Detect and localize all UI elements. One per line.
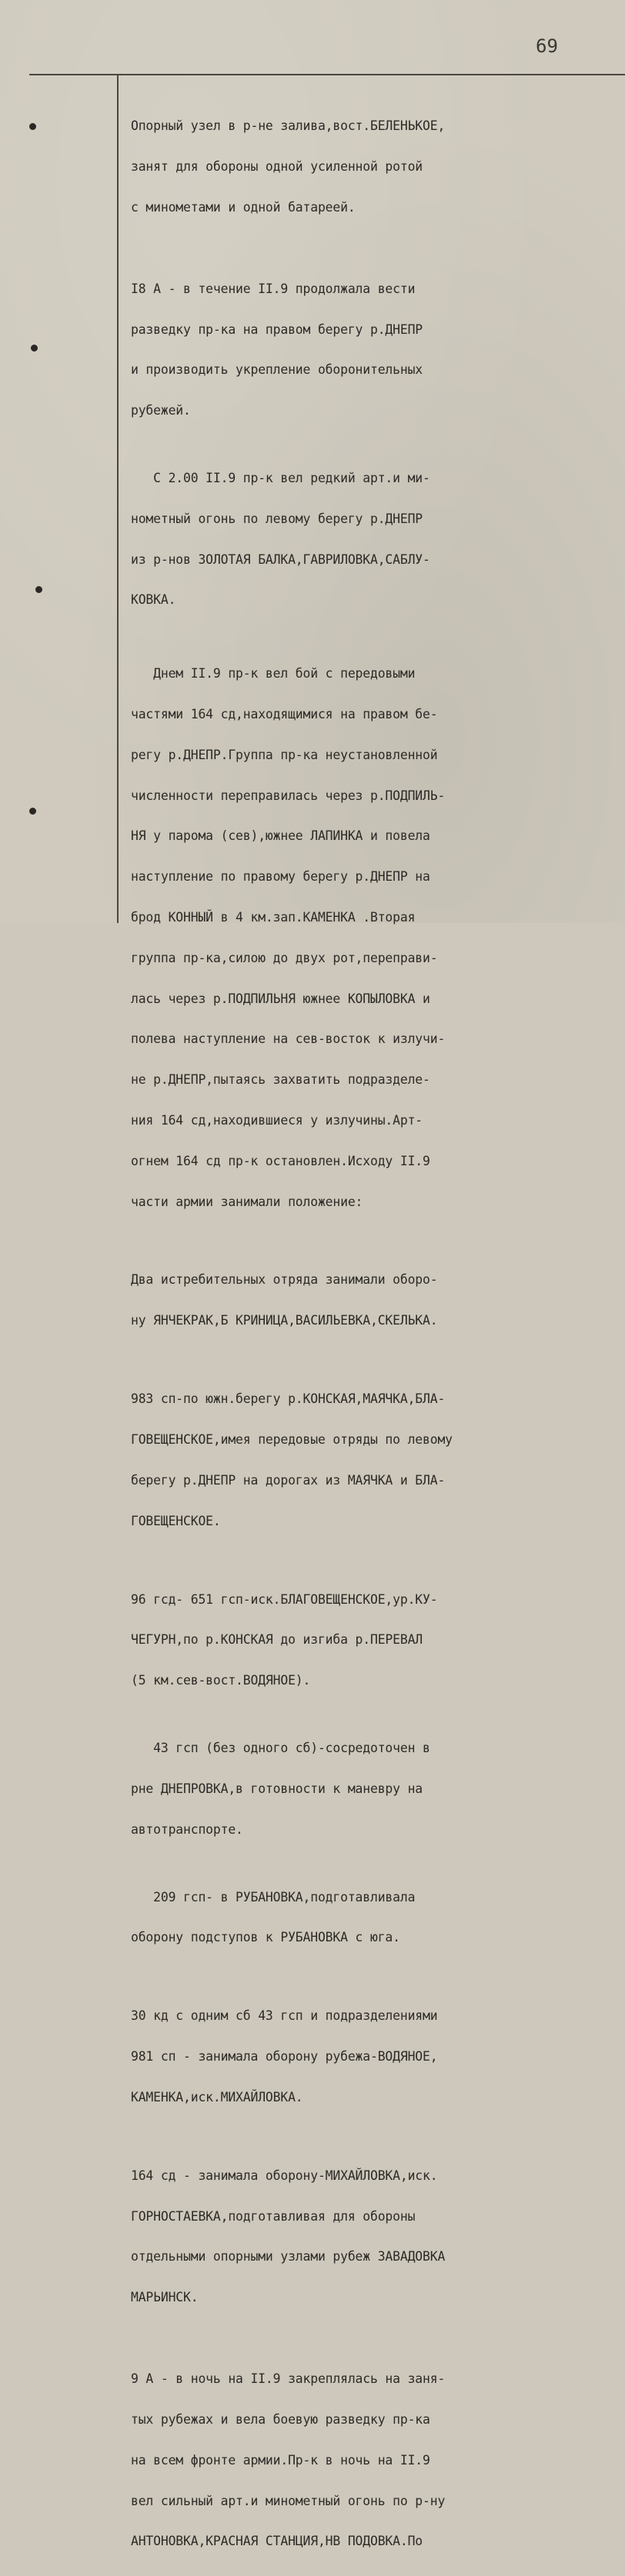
left-margin-rule xyxy=(117,74,119,923)
text-line: и производить укрепление оборонительных xyxy=(131,362,423,378)
text-line: Днем II.9 пр-к вел бой с передовыми xyxy=(131,666,416,681)
binding-hole xyxy=(29,808,36,815)
text-line: МАРЬИНСК. xyxy=(131,2290,199,2305)
text-line: ЧЕГУРН,по р.КОНСКАЯ до изгиба р.ПЕРЕВАЛ xyxy=(131,1632,423,1648)
text-line: ния 164 сд,находившиеся у излучины.Арт- xyxy=(131,1112,423,1128)
text-line: Опорный узел в р-не залива,вост.БЕЛЕНЬКОЕ, xyxy=(131,118,446,134)
text-line: занят для обороны одной усиленной ротой xyxy=(131,158,423,174)
text-line: огнем 164 сд пр-к остановлен.Исходу II.9 xyxy=(131,1153,430,1168)
binding-hole xyxy=(29,123,36,130)
text-line: оборону подступов к РУБАНОВКА с юга. xyxy=(131,1930,400,1945)
paragraph-18-army xyxy=(131,255,625,445)
top-margin-rule xyxy=(29,74,625,75)
text-line: ну ЯНЧЕКРАК,Б КРИНИЦА,ВАСИЛЬЕВКА,СКЕЛЬКА. xyxy=(131,1313,438,1328)
paragraph-164-rifle-division xyxy=(131,2142,625,2331)
text-line: нометный огонь по левому берегу р.ДНЕПР xyxy=(131,511,423,526)
text-line: 981 сп - занимала оборону рубежа-ВОДЯНОЕ, xyxy=(131,2049,438,2064)
text-line: (5 км.сев-вост.ВОДЯНОЕ). xyxy=(131,1673,311,1688)
text-line: тых рубежах и вела боевую разведку пр-ка xyxy=(131,2411,430,2427)
text-line: рне ДНЕПРОВКА,в готовности к маневру на xyxy=(131,1781,423,1796)
text-line: из р-нов ЗОЛОТАЯ БАЛКА,ГАВРИЛОВКА,САБЛУ- xyxy=(131,552,430,567)
text-line: 164 сд - занимала оборону-МИХАЙЛОВКА,иск. xyxy=(131,2168,438,2183)
text-line: 983 сп-по южн.берегу р.КОНСКАЯ,МАЯЧКА,БЛА- xyxy=(131,1391,446,1407)
text-line: ГОВЕЩЕНСКОЕ,имея передовые отряды по левому xyxy=(131,1432,453,1447)
text-line: с минометами и одной батареей. xyxy=(131,199,356,215)
paragraph-9-army xyxy=(131,2345,625,2575)
binding-hole xyxy=(31,345,38,352)
text-line: 9 А - в ночь на II.9 закреплялась на заня- xyxy=(131,2371,446,2387)
text-line: I8 А - в течение II.9 продолжала вести xyxy=(131,281,416,296)
text-line: КАМЕНКА,иск.МИХАЙЛОВКА. xyxy=(131,2089,303,2104)
text-line: разведку пр-ка на правом берегу р.ДНЕПР xyxy=(131,322,423,337)
text-line: не р.ДНЕПР,пытаясь захватить подразделе- xyxy=(131,1072,430,1088)
text-line: регу р.ДНЕПР.Группа пр-ка неустановленной xyxy=(131,747,438,762)
typed-text-body xyxy=(131,92,625,2575)
text-line: на всем фронте армии.Пр-к в ночь на II.9 xyxy=(131,2452,430,2468)
paragraph-destroyer-detachments xyxy=(131,1246,625,1355)
paragraph-96-mountain-division xyxy=(131,1565,625,1715)
paragraph-209-regiment xyxy=(131,1863,625,1971)
text-line: части армии занимали положение: xyxy=(131,1194,363,1209)
text-line: АНТОНОВКА,КРАСНАЯ СТАНЦИЯ,НВ ПОДОВКА.По xyxy=(131,2534,423,2549)
paragraph-43-regiment xyxy=(131,1715,625,1864)
text-line: Два истребительных отряда занимали оборо- xyxy=(131,1272,438,1288)
text-line: 30 кд с одним сб 43 гсп и подразделениями xyxy=(131,2008,438,2024)
text-line: отдельными опорными узлами рубеж ЗАВАДОВКА xyxy=(131,2249,446,2264)
text-line: КОВКА. xyxy=(131,592,176,608)
text-line: брод КОННЫЙ в 4 км.зап.КАМЕНКА .Вторая xyxy=(131,910,416,925)
paragraph-strongpoint xyxy=(131,92,625,242)
text-line: частями 164 сд,находящимися на правом бе- xyxy=(131,707,438,722)
text-line: НЯ у парома (сев),южнее ЛАПИНКА и повела xyxy=(131,828,430,844)
paragraph-30-cavalry-division xyxy=(131,1982,625,2131)
page-number: 69 xyxy=(536,35,558,57)
text-line: ГОВЕЩЕНСКОЕ. xyxy=(131,1513,221,1528)
text-line: рубежей. xyxy=(131,403,191,418)
paragraph-battle xyxy=(131,640,625,1235)
paragraph-983-rifle-regiment xyxy=(131,1365,625,1555)
text-line: лась через р.ПОДПИЛЬНЯ южнее КОПЫЛОВКА и xyxy=(131,991,430,1006)
text-line: 96 гсд- 651 гсп-иск.БЛАГОВЕЩЕНСКОЕ,ур.КУ- xyxy=(131,1591,438,1607)
text-line: группа пр-ка,силою до двух рот,перепрaви- xyxy=(131,950,438,965)
text-line: 209 гсп- в РУБАНОВКА,подготавливала xyxy=(131,1889,416,1905)
text-line: численности переправилась через р.ПОДПИЛЬ- xyxy=(131,788,446,803)
text-line: 43 гсп (без одного сб)-сосредоточен в xyxy=(131,1741,430,1756)
text-line: автотранспорте. xyxy=(131,1821,243,1837)
text-line: наступление по правому берегу р.ДНЕПР на xyxy=(131,869,430,885)
text-line: С 2.00 II.9 пр-к вел редкий арт.и ми- xyxy=(131,471,430,486)
text-line: вел сильный арт.и минометный огонь по р-ну xyxy=(131,2493,446,2508)
paragraph-fire xyxy=(131,445,625,634)
binding-hole xyxy=(35,586,42,593)
text-line: полева наступление на сев-восток к излучи- xyxy=(131,1031,446,1047)
text-line: берегу р.ДНЕПР на дорогах из МАЯЧКА и БЛА- xyxy=(131,1472,446,1488)
text-line: ГОРНОСТАЕВКА,подготавливая для обороны xyxy=(131,2208,416,2224)
